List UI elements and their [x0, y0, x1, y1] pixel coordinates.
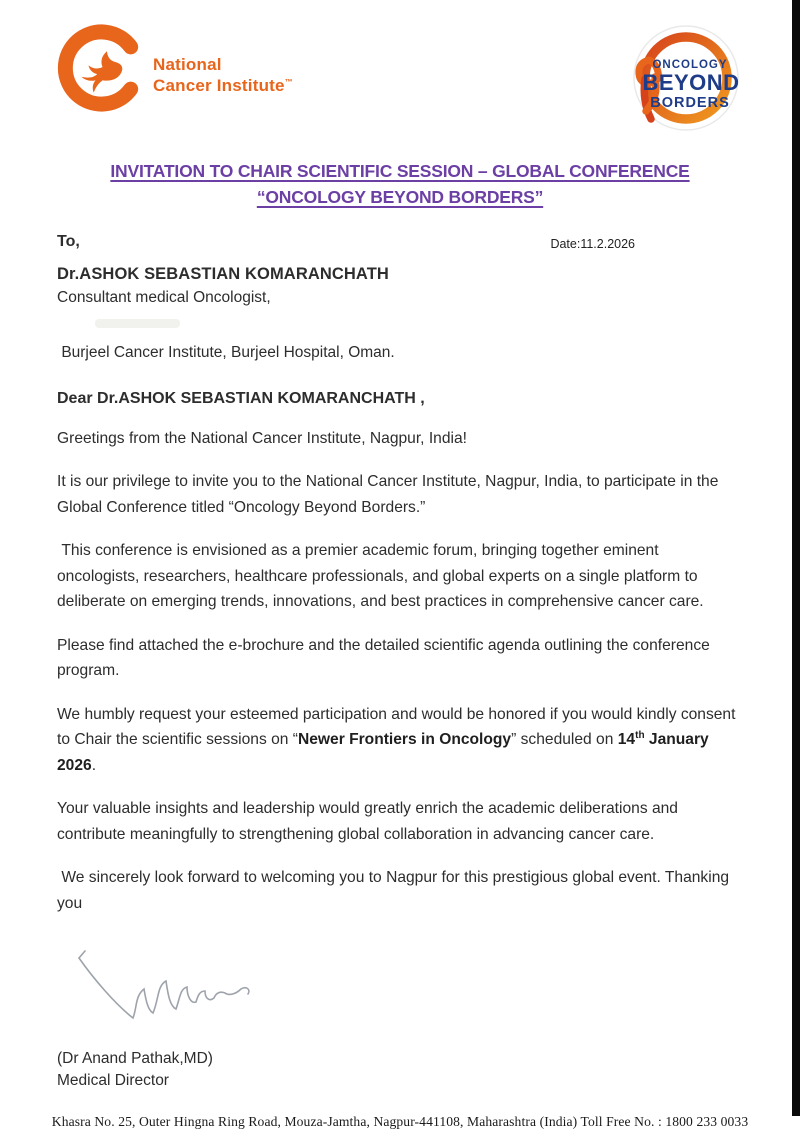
- session-topic: Newer Frontiers in Oncology: [297, 731, 512, 748]
- letter-date: Date:11.2.2026: [550, 236, 635, 251]
- paragraph-invite: It is our privilege to invite you to the National Cancer Institute, Nagpur, India, to participate in the Global Conference titled “Oncology Beyond Borders.”: [57, 473, 723, 516]
- meta-row: [57, 233, 738, 251]
- paragraph-greeting: Greetings from the National Cancer Institute, Nagpur, India!: [57, 429, 467, 447]
- recipient-name: Dr.ASHOK SEBASTIAN KOMARANCHATH: [57, 264, 389, 283]
- letter-title-line2: “ONCOLOGY BEYOND BORDERS”: [256, 187, 544, 208]
- footer-address: Khasra No. 25, Outer Hingna Ring Road, Mouza-Jamtha, Nagpur-441108, Maharashtra (India) Toll Free No. : 1800 233 0033: [51, 1114, 749, 1129]
- obb-line2: BEYOND: [642, 70, 740, 95]
- signatory-title: Medical Director: [57, 1072, 169, 1089]
- nci-wordmark-line1: National: [153, 54, 222, 74]
- signature-image: [57, 944, 738, 1036]
- obb-logo: [618, 24, 748, 132]
- session-date-ordinal: th: [635, 729, 645, 741]
- obb-line1: ONCOLOGY: [652, 59, 728, 71]
- letter-header: [0, 0, 800, 136]
- nci-wordmark-line2: Cancer Institute: [153, 76, 285, 95]
- obb-line3: BORDERS: [650, 95, 730, 111]
- paragraph-insights: Your valuable insights and leadership would greatly enrich the academic deliberations and contribute meaningfully to strengthening global collaboration in advancing cancer care.: [57, 800, 683, 843]
- recipient-affiliation: Burjeel Cancer Institute, Burjeel Hospital, Oman.: [57, 343, 395, 361]
- letter-title-line1: INVITATION TO CHAIR SCIENTIFIC SESSION – GLOBAL CONFERENCE: [110, 161, 690, 181]
- nci-wordmark: [153, 54, 293, 97]
- session-date-rest: January 2026: [57, 731, 714, 774]
- nci-bird-c-icon: [55, 24, 143, 112]
- scan-black-edge: [792, 0, 800, 1116]
- paragraph-conference-vision: This conference is envisioned as a premier academic forum, bringing together eminent oncologists, researchers, healthcare professionals, and global experts on a single platform to deliberate on emerging trends, innovations, and best practices in comprehensive cancer care.: [57, 542, 704, 610]
- nci-logo: [55, 24, 293, 112]
- session-request-end: .: [91, 756, 97, 774]
- recipient-designation: Consultant medical Oncologist,: [57, 288, 271, 306]
- letter-title: [0, 158, 800, 211]
- salutation: Dear Dr.ASHOK SEBASTIAN KOMARANCHATH ,: [57, 389, 425, 407]
- paragraph-brochure: Please find attached the e-brochure and the detailed scientific agenda outlining the conference program.: [57, 636, 715, 679]
- session-request-mid: ” scheduled on: [511, 731, 618, 748]
- signatory-name: (Dr Anand Pathak,MD): [57, 1050, 213, 1067]
- paragraph-closing: We sincerely look forward to welcoming you to Nagpur for this prestigious global event. Thanking you: [57, 869, 734, 912]
- paragraph-session-request: [57, 702, 738, 779]
- session-request-pre: We humbly request your esteemed participation and would be honored if you would kindly consent to Chair the scientific sessions on “: [57, 705, 740, 748]
- session-date-day: 14: [617, 731, 636, 748]
- nci-trademark: ™: [284, 77, 293, 87]
- letter-content: [0, 233, 800, 1091]
- scan-smudge: [95, 319, 180, 328]
- to-label: To,: [57, 232, 80, 250]
